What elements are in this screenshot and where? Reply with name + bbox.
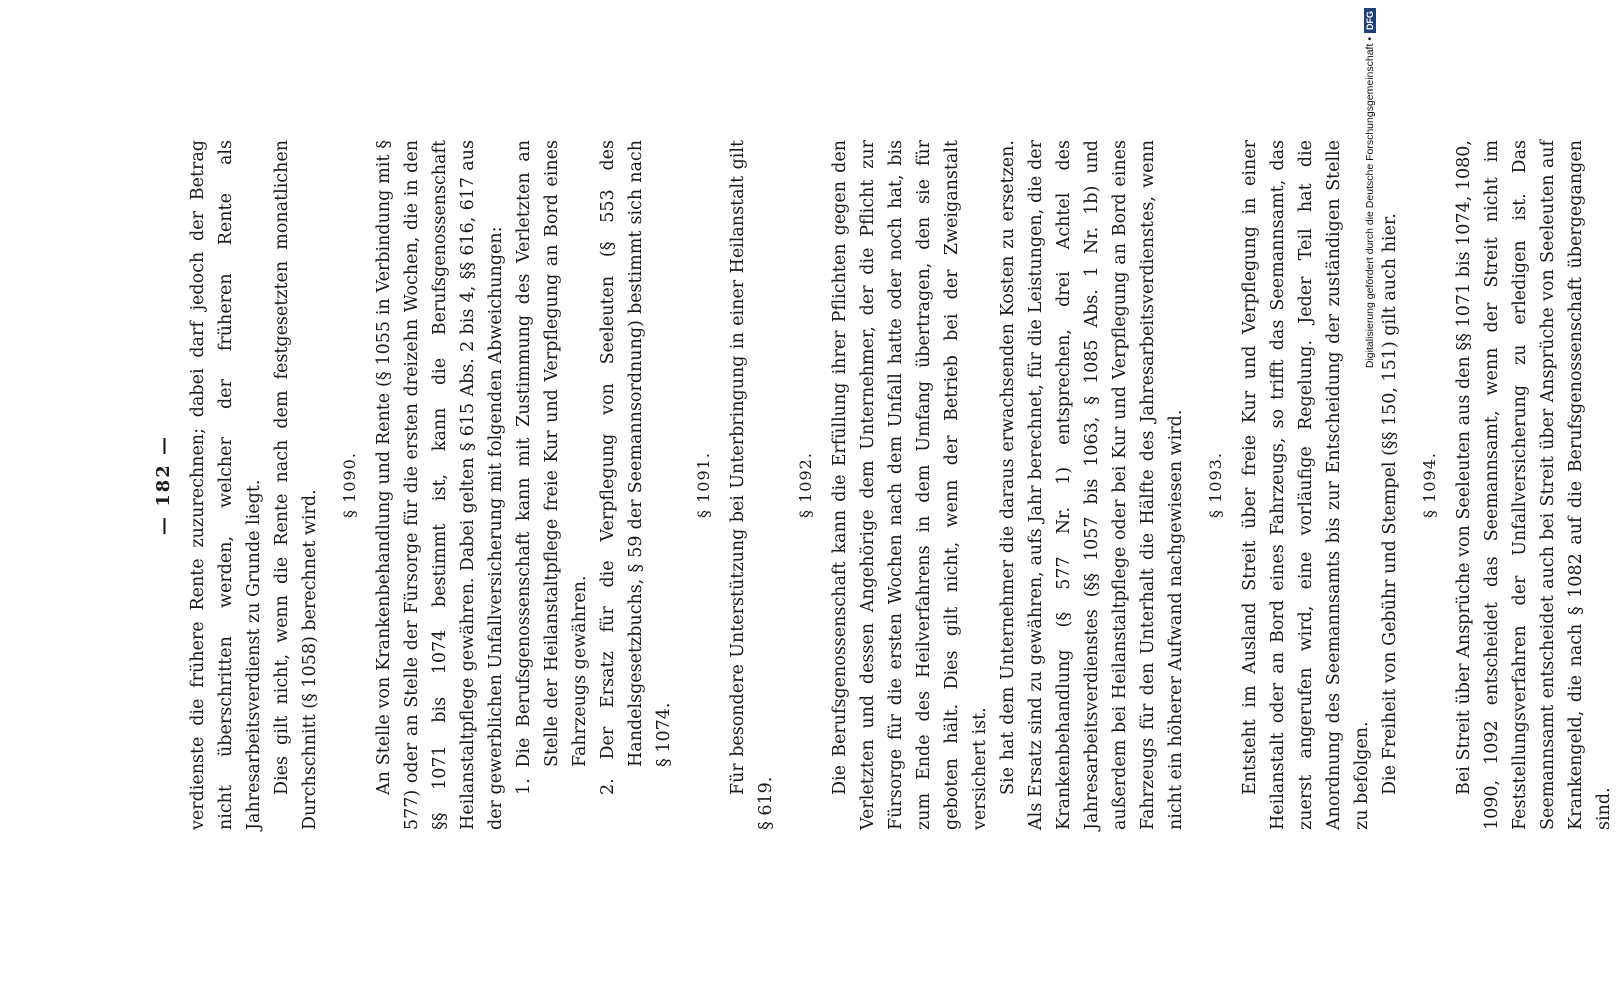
section-heading-1094: § 1094. [1420,452,1439,518]
list-item-1: 1. Die Berufsgenossenschaft kann mit Zustimmung des Verletzten an Stelle der Heilanstaltpflege freie Kur und Verpflegung an Bord eines Fahrzeugs gewähren. [514,140,590,795]
section-heading-1090: § 1090. [340,452,359,518]
section-heading-1092: § 1092. [796,452,815,518]
dfg-logo: DFG [1364,8,1376,33]
paragraph-1090: An Stelle von Krankenbehandlung und Rente (§ 1055 in Verbindung mit § 577) oder an Stelle der Fürsorge für die ersten dreizehn Wochen, die in den §§ 1071 bis 1074 bestimmt ist, kann die Berufsgenossenschaft Heilanstaltpflege gewähren. Dabei gelten § 615 Abs. 2 bis 4, §§ 616, 617 aus der gewerblichen Unfallversicherung mit folgenden Abweichungen: [374,140,506,830]
section-heading-1093: § 1093. [1206,452,1225,518]
paragraph-1092-a: Die Berufsgenossenschaft kann die Erfüllung ihrer Pflichten gegen den Verletzten und dessen Angehörige dem Unternehmer, der die Pflicht zur Fürsorge für die ersten Wochen nach dem Unfall hatte oder noch hat, bis zum Ende des Heilverfahrens in dem Umfang übertragen, den sie für geboten hält. Dies gilt nicht, wenn der Betrieb bei der Zweiganstalt versichert ist. [830,140,990,830]
paragraph-continuation: verdienste die frühere Rente zuzurechnen; dabei darf jedoch der Betrag nicht überschritten werden, welcher der früheren Rente als Jahresarbeitsverdienst zu Grunde liegt. [188,140,264,830]
page-number-header: — 182 — [153,434,174,536]
paragraph-1091: Für besondere Unterstützung bei Unterbringung in einer Heilanstalt gilt § 619. [728,140,776,830]
list-item-2: 2. Der Ersatz für die Verpflegung von Seeleuten (§ 553 des Handelsgesetzbuchs, § 59 der Seemannsordnung) bestimmt sich nach § 1074. [598,140,674,795]
credit-text: Digitalisierung gefördert durch die Deutsche Forschungsgemeinschaft • [1364,37,1376,369]
paragraph-1093-b: Die Freiheit von Gebühr und Stempel (§§ 150, 151) gilt auch hier. [1380,213,1400,795]
paragraph-1094: Bei Streit über Ansprüche von Seeleuten aus den §§ 1071 bis 1074, 1080, 1090, 1092 entscheidet das Seemannsamt, wenn der Streit nicht im Feststellungsverfahren der Unfallversicherung zu erledigen ist. Das Seemannsamt entscheidet auch bei Streit über Ansprüche von Seeleuten auf Krankengeld, die nach § 1082 auf die Berufsgenossenschaft übergegangen sind. [1454,140,1614,830]
paragraph-1092-b: Sie hat dem Unternehmer die daraus erwachsenden Kosten zu ersetzen. Als Ersatz sind zu gewähren, aufs Jahr berechnet, für die Leistungen, die der Krankenbehandlung (§ 577 Nr. 1) entsprechen, drei Achtel des Jahresarbeitsverdienstes (§§ 1057 bis 1063, § 1085 Abs. 1 Nr. 1b) und außerdem bei Heilanstaltpflege oder bei Kur und Verpflegung an Bord eines Fahrzeugs für den Unterhalt die Hälfte des Jahresarbeitsverdienstes, wenn nicht ein höherer Aufwand nachgewiesen wird. [998,140,1186,830]
paragraph-1093-a: Entsteht im Ausland Streit über freie Kur und Verpflegung in einer Heilanstalt oder an Bord eines Fahrzeugs, so trifft das Seemannsamt, das zuerst angerufen wird, eine vorläufige Regelung. Jeder Teil hat die Anordnung des Seemannsamts bis zur Entscheidung der zuständigen Stelle zu befolgen. [1240,140,1372,830]
section-heading-1091: § 1091. [694,452,713,518]
paragraph-1089-note: Dies gilt nicht, wenn die Rente nach dem festgesetzten monatlichen Durchschnitt (§ 1058) berechnet wird. [272,140,320,830]
digitization-credit [1359,8,1381,993]
